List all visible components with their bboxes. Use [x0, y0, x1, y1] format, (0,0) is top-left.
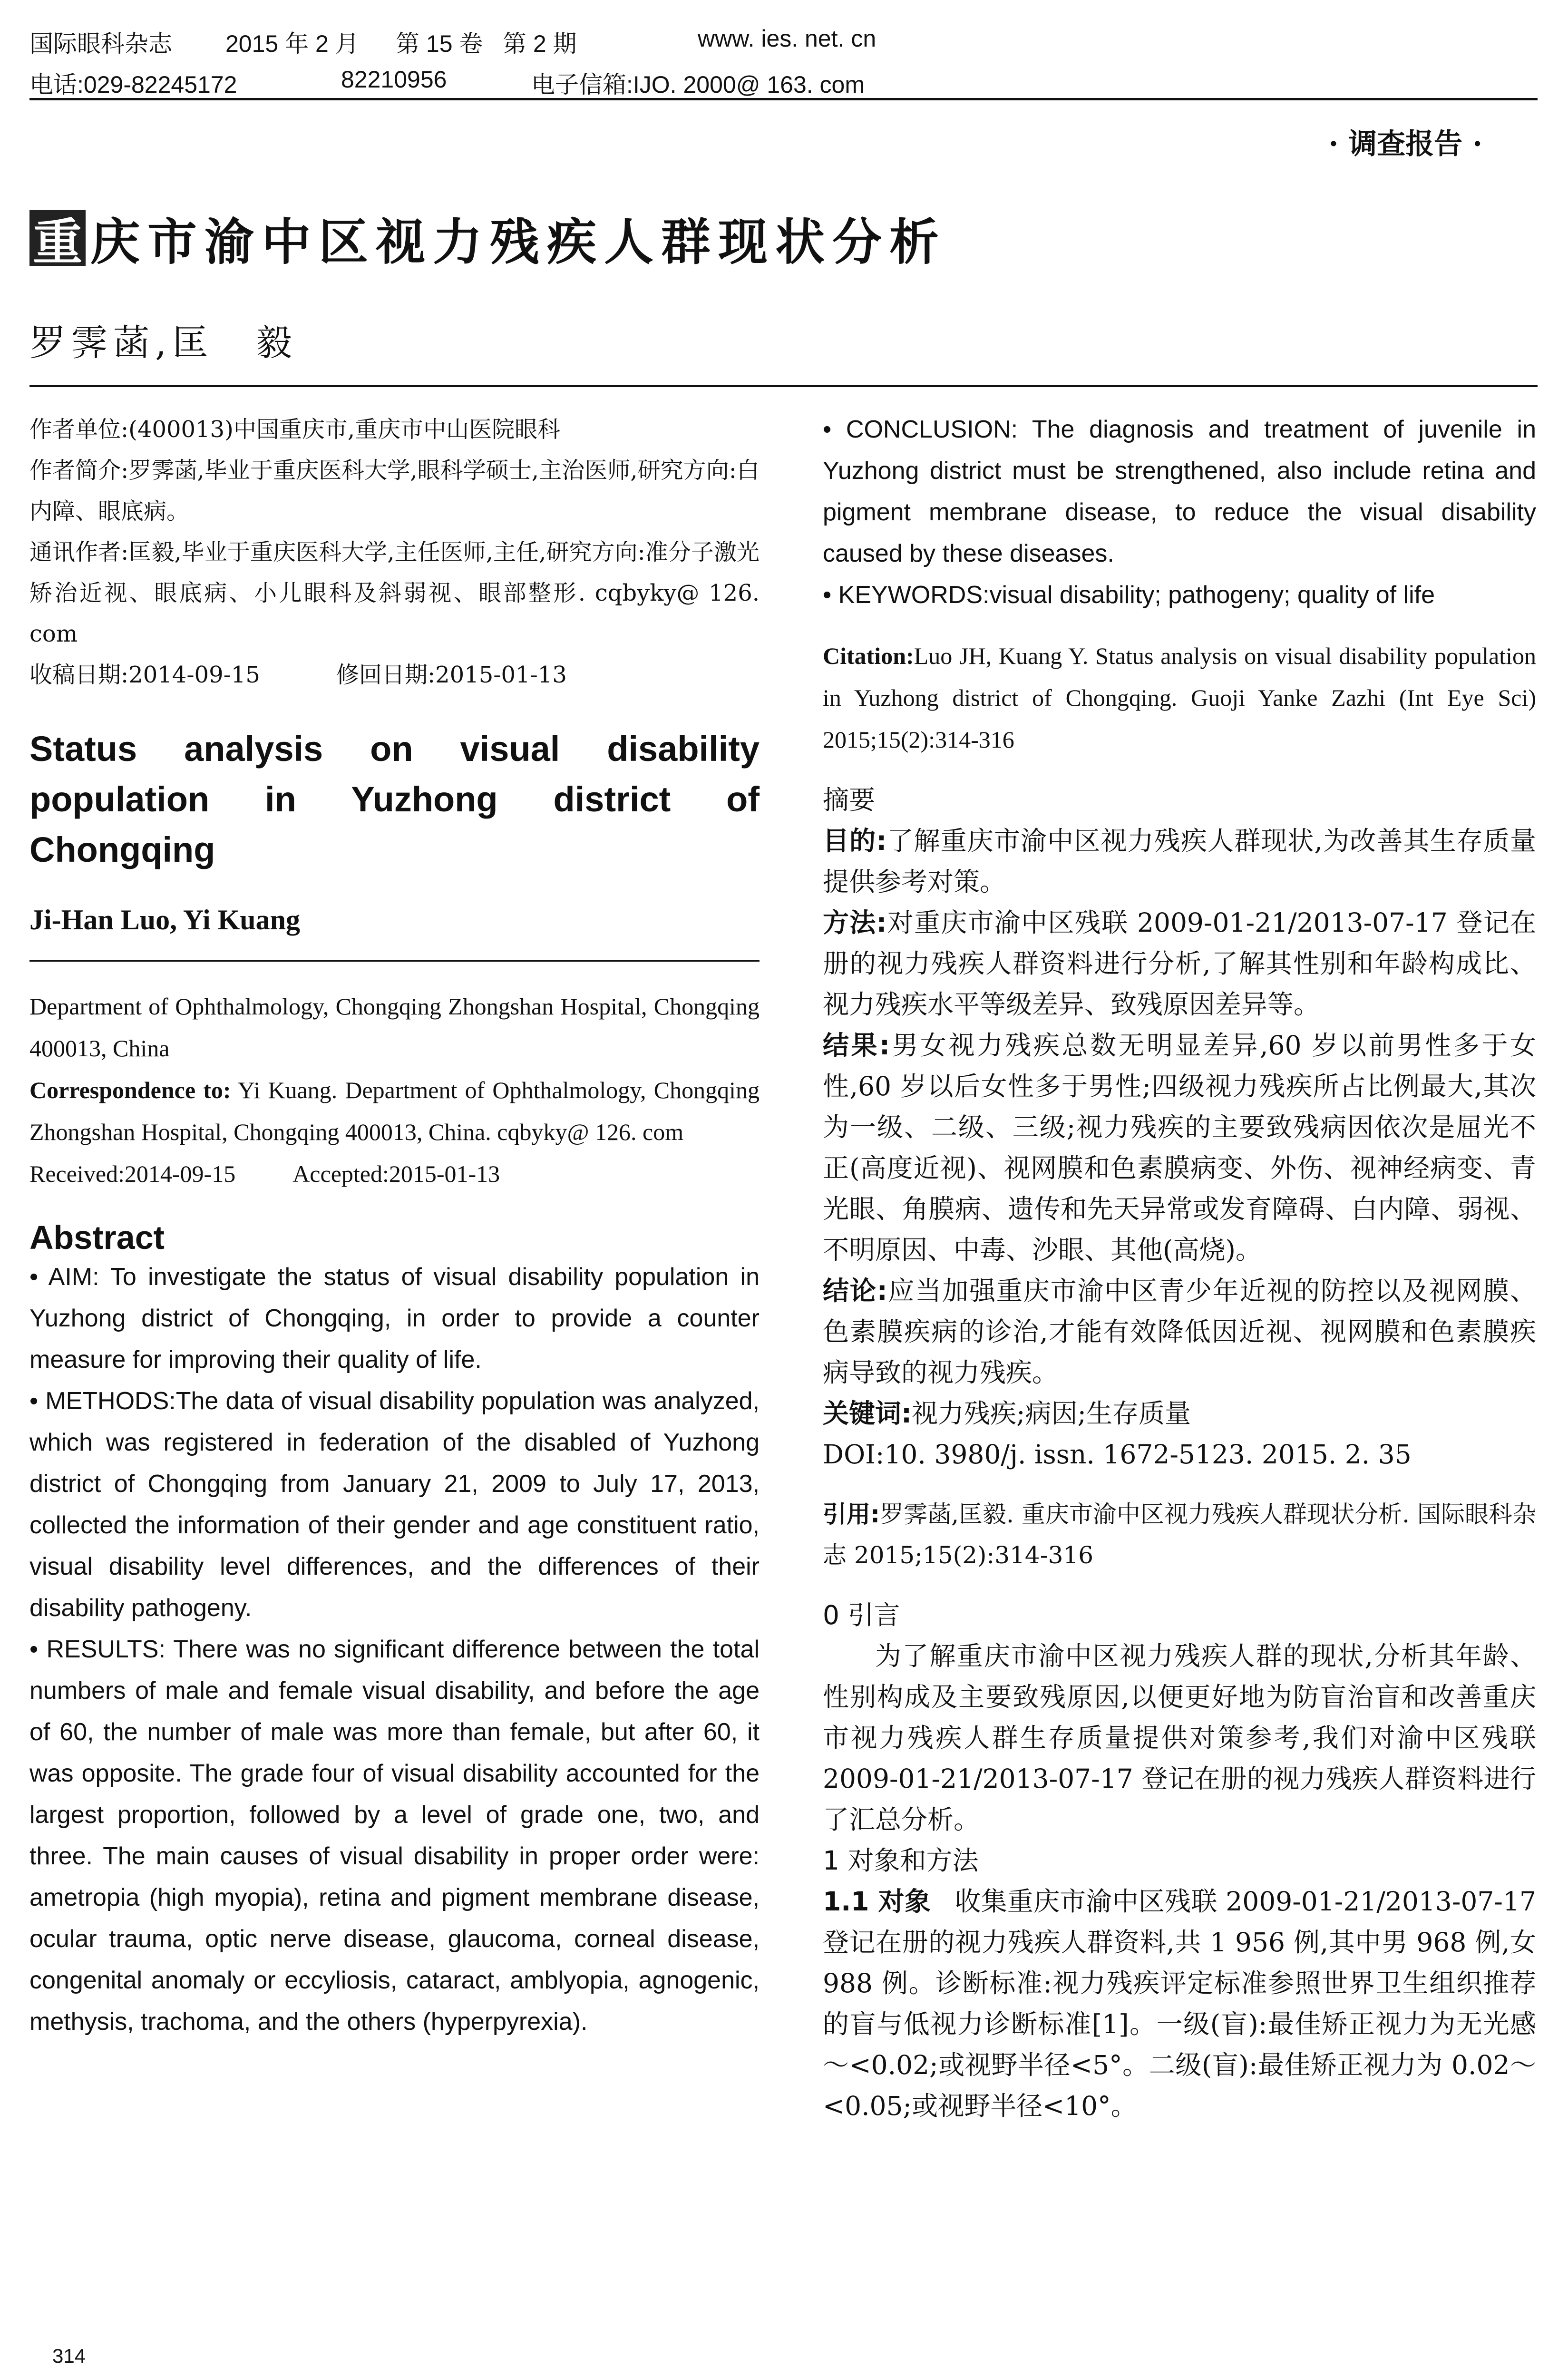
left-column: [29, 409, 760, 2043]
volume: 第 15 卷: [396, 30, 483, 57]
keywords-cn-label: 关键词:: [823, 1398, 912, 1429]
affiliation-cn: 作者单位:(400013)中国重庆市,重庆市中山医院眼科: [29, 416, 561, 443]
abstract-cn-heading: 摘要: [823, 785, 876, 815]
journal-name: 国际眼科杂志: [29, 30, 172, 57]
correspondence-text: Yi Kuang. Department of Ophthalmology, Chongqing Zhongshan Hospital, Chongqing 400013, China. cqbyky@ 126. com: [29, 1077, 760, 1145]
email[interactable]: 电子信箱:IJO. 2000@ 163. com: [531, 71, 865, 98]
citation-cn-label: 引用:: [823, 1500, 880, 1528]
citation-cn-text: 罗霁菡,匡毅. 重庆市渝中区视力残疾人群现状分析. 国际眼科杂志 2015;15(2):314-316: [823, 1500, 1536, 1569]
authors-cn: 罗霁菡,匡 毅: [29, 321, 298, 364]
article-title-en: Status analysis on visual disability population in Yuzhong district of Chongqing: [29, 729, 760, 869]
aim-cn-text: 了解重庆市渝中区视力残疾人群现状,为改善其生存质量提供参考对策。: [823, 826, 1537, 897]
correspondence-cn: 通讯作者:匡毅,毕业于重庆医科大学,主任医师,主任,研究方向:准分子激光矫治近视、眼底病、小儿眼科及斜弱视、眼部整形. cqbyky@ 126. com: [29, 539, 760, 647]
results-cn-label: 结果:: [823, 1030, 890, 1061]
section-1-1-text: 收集重庆市渝中区残联 2009-01-21/2013-07-17 登记在册的视力残疾人群资料,共 1 956 例,其中男 968 例,女 988 例。诊断标准:视力残疾评定标准参照世界卫生组织推荐的盲与低视力诊断标准[1]。一级(盲):最佳矫正视力为无光感～<0.02;或视野半径<5°。二级(盲):最佳矫正视力为 0.02～<0.05;或视野半径<10°。: [823, 1886, 1536, 2121]
methods-cn: [823, 902, 1536, 1025]
received-cn: 收稿日期:2014-09-15: [29, 662, 260, 688]
correspondence-label: Correspondence to:: [29, 1077, 231, 1103]
issue-date: 2015 年 2 月: [225, 30, 359, 57]
abstract-results: • RESULTS: There was no significant difference between the total numbers of male and female visual disability, and before the age of 60, the number of male was more than female, but after 60, it was opposite. The grade four of visual disability accounted for the largest proportion, followed by a level of grade one, two, and three. The main causes of visual disability in proper order were: ametropia (high myopia), retina and pigment membrane disease, ocular trauma, optic nerve disease, glaucoma, corneal disease, congenital anomaly or eccyliosis, cataract, amblyopia, agnogenic, methysis, trachoma, and the others (hyperpyrexia).: [29, 1636, 760, 2036]
citation-cn: [823, 1494, 1536, 1576]
author-bio-cn: 作者简介:罗霁菡,毕业于重庆医科大学,眼科学硕士,主治医师,研究方向:白内障、眼底病。: [29, 457, 760, 525]
results-cn: [823, 1025, 1536, 1270]
conclusion-cn-label: 结论:: [823, 1276, 887, 1306]
conclusion-cn-text: 应当加强重庆市渝中区青少年近视的防控以及视网膜、色素膜疾病的诊治,才能有效降低因近视、视网膜和色素膜疾病导致的视力残疾。: [823, 1276, 1536, 1388]
article-title-cn: [29, 205, 946, 271]
citation-text: Luo JH, Kuang Y. Status analysis on visual disability population in Yuzhong district of Chongqing. Guoji Yanke Zazhi (Int Eye Sci) 2015;15(2):314-316: [823, 643, 1536, 753]
conclusion-cn: [823, 1270, 1536, 1393]
keywords-cn: [823, 1393, 1536, 1434]
dates-en: [29, 1153, 760, 1195]
results-cn-text: 男女视力残疾总数无明显差异,60 岁以前男性多于女性,60 岁以后女性多于男性;四级视力残疾所占比例最大,其次为一级、二级、三级;视力残疾的主要致残病因依次是屈光不正(高度近视)、视网膜和色素膜病变、外伤、视神经病变、青光眼、角膜病、遗传和先天异常或发育障碍、白内障、弱视、不明原因、中毒、沙眼、其他(高烧)。: [823, 1030, 1536, 1265]
website[interactable]: www. ies. net. cn: [698, 25, 877, 52]
section-1-1-label: 1.1 对象: [823, 1886, 931, 1917]
right-column: [823, 409, 1536, 2126]
citation-en: [823, 635, 1536, 760]
section-1-heading: 1 对象和方法: [823, 1845, 979, 1876]
methods-cn-label: 方法:: [823, 907, 887, 938]
dates-cn: [29, 654, 760, 695]
received-en: Received:2014-09-15: [29, 1160, 236, 1187]
issue: 第 2 期: [503, 30, 577, 57]
revised-cn: 修回日期:2015-01-13: [336, 662, 567, 688]
methods-cn-text: 对重庆市渝中区残联 2009-01-21/2013-07-17 登记在册的视力残疾人群资料进行分析,了解其性别和年龄构成比、视力残疾水平等级差异、致残原因差异等。: [823, 907, 1536, 1020]
authors-en: Ji-Han Luo, Yi Kuang: [29, 904, 301, 935]
abstract-conclusion: • CONCLUSION: The diagnosis and treatment of juvenile in Yuzhong district must be strengthened, also include retina and pigment membrane disease, to reduce the visual disability caused by these diseases.: [823, 416, 1536, 567]
correspondence-en: [29, 1069, 760, 1153]
phone-2: 82210956: [341, 66, 447, 93]
accepted-en: Accepted:2015-01-13: [292, 1160, 500, 1187]
abstract-heading: Abstract: [29, 1219, 165, 1256]
abstract-aim: • AIM: To investigate the status of visual disability population in Yuzhong district of Chongqing, in order to provide a counter measure for improving their quality of life.: [29, 1263, 760, 1374]
section-1-1: [823, 1881, 1536, 2126]
aim-cn-label: 目的:: [823, 826, 887, 856]
intro-text: 为了解重庆市渝中区视力残疾人群的现状,分析其年龄、性别构成及主要致残原因,以便更好地为防盲治盲和改善重庆市视力残疾人群生存质量提供对策参考,我们对渝中区残联 2009-01-21/2013-07-17 登记在册的视力残疾人群资料进行了汇总分析。: [823, 1641, 1536, 1835]
abstract-keywords: • KEYWORDS:visual disability; pathogeny; quality of life: [823, 581, 1435, 609]
department-en: Department of Ophthalmology, Chongqing Zhongshan Hospital, Chongqing 400013, China: [29, 993, 760, 1062]
header-rule: [29, 98, 1538, 100]
aim-cn: [823, 820, 1536, 902]
page-number: 314: [52, 2345, 86, 2367]
keywords-cn-text: 视力残疾;病因;生存质量: [912, 1398, 1191, 1429]
citation-label: Citation:: [823, 643, 914, 669]
intro-heading: 0 引言: [823, 1600, 900, 1630]
doi[interactable]: DOI:10. 3980/j. issn. 1672-5123. 2015. 2. 35: [823, 1439, 1412, 1470]
section-tag: · 调查报告 ·: [1328, 127, 1482, 161]
main-rule: [29, 385, 1538, 387]
title-rest: 庆市渝中区视力残疾人群现状分析: [90, 213, 947, 271]
phone: 电话:029-82245172: [29, 71, 237, 98]
title-first-char-block: 重: [29, 210, 86, 266]
abstract-methods: • METHODS:The data of visual disability population was analyzed, which was registered in federation of the disabled of Yuzhong district of Chongqing from January 21, 2009 to July 17, 2013, collected the information of their gender and age constituent ratio, visual disability level differences, and the differences of their disability pathogeny.: [29, 1387, 760, 1622]
